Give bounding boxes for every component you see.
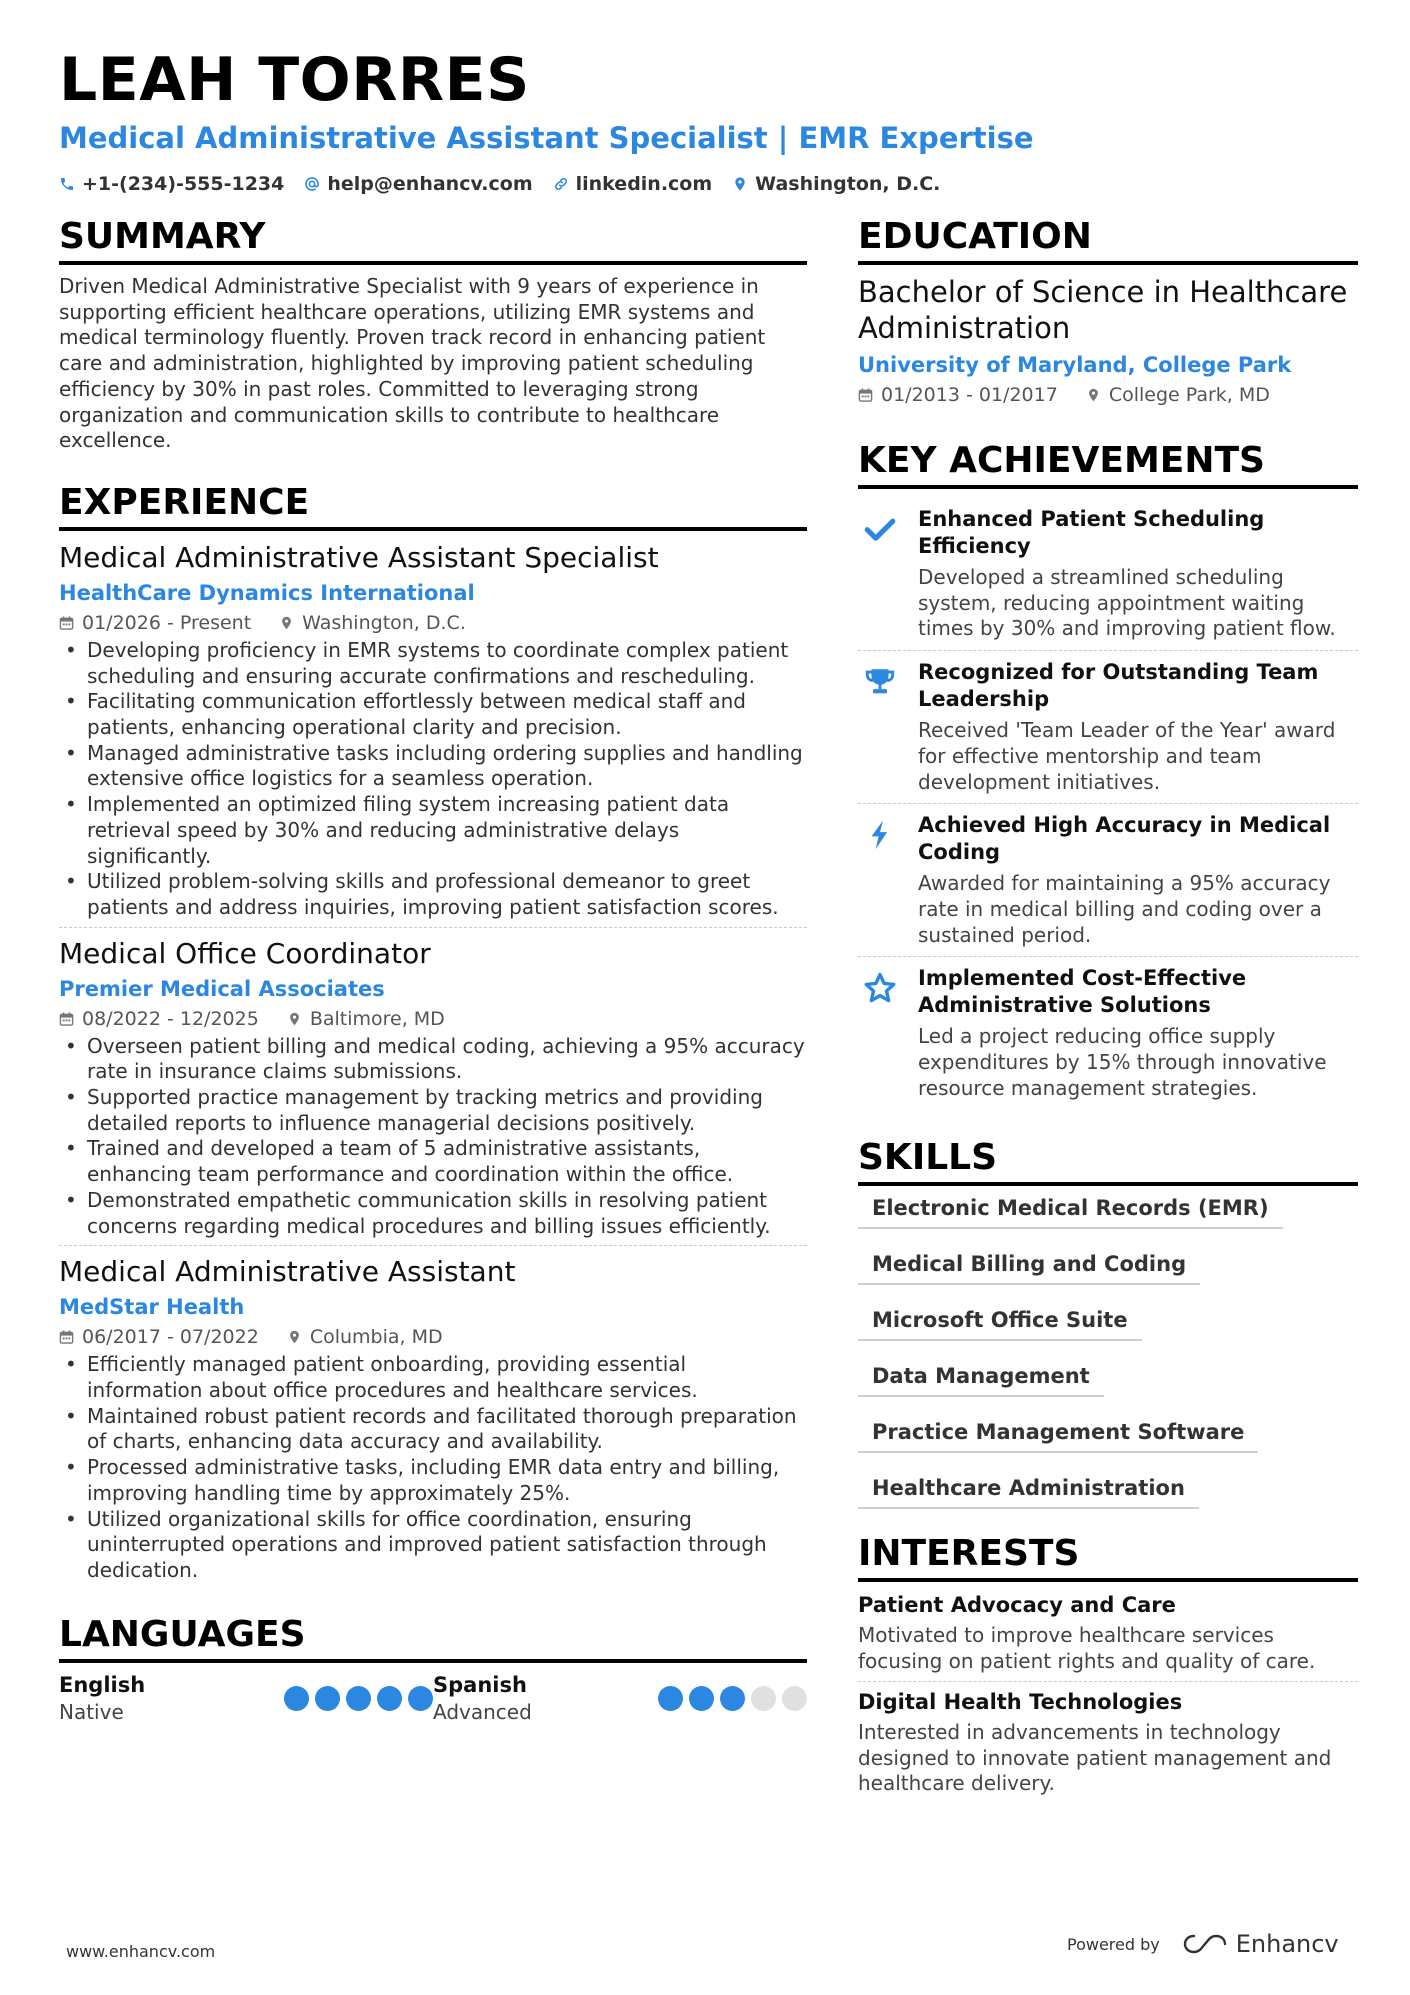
interest-desc: Motivated to improve healthcare services focusing on patient rights and quality of care.	[858, 1623, 1316, 1674]
job-company: Premier Medical Associates	[59, 976, 385, 1001]
enhancv-logo[interactable]	[1182, 1930, 1339, 1958]
achievement-body	[918, 659, 1358, 795]
job-entry	[59, 936, 807, 1247]
achievement-desc: Developed a streamlined scheduling system, reducing appointment waiting times by 30% and improving patient flow.	[918, 565, 1336, 641]
education-location	[1086, 382, 1270, 408]
contact-phone[interactable]	[59, 173, 284, 195]
education-section	[858, 214, 1358, 408]
language-item	[59, 1672, 433, 1726]
language-rating	[658, 1686, 807, 1711]
languages-section	[59, 1612, 807, 1726]
achievement-icon-wrap	[858, 965, 902, 1101]
summary-text: Driven Medical Administrative Specialist with 9 years of experience in supporting efficient healthcare operations, utilizing EMR systems and medical terminology fluently. Proven track record in enhancing patient care and administration, highlighted by improving patient scheduling efficiency by 30% in past roles. Committed to leveraging strong organization and communication skills to contribute to healthcare excellence.	[59, 274, 766, 453]
achievement-item	[858, 804, 1358, 957]
resume-header	[59, 44, 1359, 195]
achievement-title: Achieved High Accuracy in Medical Coding	[918, 813, 1331, 864]
education-meta	[858, 382, 1358, 408]
language-level: Native	[59, 1699, 124, 1724]
trophy-icon	[863, 665, 897, 699]
job-bullet: • Facilitating communication effortlessly between medical staff and patients, enhancing operational clarity and precision.	[59, 689, 807, 740]
contact-email[interactable]	[304, 173, 532, 195]
achievement-desc: Led a project reducing office supply expenditures by 15% through innovative resource management strategies.	[918, 1024, 1327, 1100]
skill-tag: Microsoft Office Suite	[858, 1307, 1142, 1341]
job-meta	[59, 1006, 807, 1032]
job-dates-text: 06/2017 - 07/2022	[82, 1326, 259, 1349]
job-bullet: • Developing proficiency in EMR systems to coordinate complex patient scheduling and ensuring accurate confirmations and rescheduling.	[59, 638, 807, 689]
job-bullets	[59, 1034, 807, 1240]
rating-dot-filled	[284, 1686, 309, 1711]
achievement-icon-wrap	[858, 812, 902, 948]
rating-dot-filled	[689, 1686, 714, 1711]
job-dates-text: 01/2026 - Present	[82, 611, 252, 634]
job-dates	[59, 1006, 259, 1032]
job-bullets	[59, 638, 807, 921]
calendar-icon	[858, 387, 873, 403]
job-bullet: • Maintained robust patient records and facilitated thorough preparation of charts, enhancing data accuracy and availability.	[59, 1404, 807, 1455]
checkmark-icon	[863, 512, 897, 546]
interest-title: Digital Health Technologies	[858, 1689, 1183, 1714]
job-dates	[59, 610, 251, 636]
achievement-body	[918, 965, 1358, 1101]
contact-location-text: Washington, D.C.	[755, 173, 941, 195]
job-title: Medical Office Coordinator	[59, 936, 431, 970]
skill-tag: Practice Management Software	[858, 1419, 1258, 1453]
phone-icon	[59, 176, 75, 192]
job-meta	[59, 610, 807, 636]
footer-website[interactable]: www.enhancv.com	[66, 1942, 216, 1961]
enhancv-brand-text: Enhancv	[1235, 1930, 1339, 1958]
interests-title: INTERESTS	[858, 1531, 1358, 1582]
achievements-title: KEY ACHIEVEMENTS	[858, 438, 1358, 489]
right-column	[858, 214, 1358, 1809]
calendar-icon	[59, 1011, 74, 1027]
interest-desc: Interested in advancements in technology designed to innovate patient management and healthcare delivery.	[858, 1719, 1332, 1796]
summary-title: SUMMARY	[59, 214, 807, 265]
location-icon	[287, 1011, 302, 1027]
rating-dot-filled	[720, 1686, 745, 1711]
job-bullet: • Overseen patient billing and medical coding, achieving a 95% accuracy rate in insurance claims submissions.	[59, 1034, 807, 1085]
skill-tag: Electronic Medical Records (EMR)	[858, 1195, 1283, 1229]
link-icon	[553, 176, 569, 192]
job-company: MedStar Health	[59, 1295, 245, 1320]
achievement-title: Implemented Cost-Effective Administrative Solutions	[918, 966, 1247, 1017]
location-icon	[1086, 387, 1101, 403]
job-bullet: • Utilized problem-solving skills and professional demeanor to greet patients and address inquiries, improving patient satisfaction scores.	[59, 869, 807, 920]
enhancv-logo-icon	[1182, 1932, 1228, 1956]
location-icon	[287, 1329, 302, 1345]
job-bullet: • Utilized organizational skills for office coordination, ensuring uninterrupted operations and improved patient satisfaction through dedication.	[59, 1507, 807, 1584]
candidate-role: Medical Administrative Assistant Specialist | EMR Expertise	[59, 121, 1034, 155]
rating-dot-empty	[782, 1686, 807, 1711]
achievement-icon-wrap	[858, 506, 902, 642]
language-list	[59, 1672, 807, 1726]
contact-email-text: help@enhancv.com	[327, 173, 533, 195]
achievement-title: Recognized for Outstanding Team Leadership	[918, 660, 1319, 711]
rating-dot-filled	[377, 1686, 402, 1711]
job-bullet: • Demonstrated empathetic communication skills in resolving patient concerns regarding medical procedures and billing issues efficiently.	[59, 1188, 807, 1239]
skills-title: SKILLS	[858, 1135, 1358, 1186]
language-text	[433, 1672, 532, 1726]
job-bullet: • Supported practice management by tracking metrics and providing detailed reports to influence managerial decisions positively.	[59, 1085, 807, 1136]
achievement-icon-wrap	[858, 659, 902, 795]
interests-section	[858, 1531, 1358, 1803]
experience-title: EXPERIENCE	[59, 480, 807, 531]
language-level: Advanced	[433, 1699, 532, 1724]
job-bullet: • Trained and developed a team of 5 administrative assistants, enhancing team performance and coordination within the office.	[59, 1136, 807, 1187]
skill-tag: Medical Billing and Coding	[858, 1251, 1200, 1285]
rating-dot-filled	[346, 1686, 371, 1711]
contact-list	[59, 173, 1359, 195]
achievement-desc: Received 'Team Leader of the Year' award for effective mentorship and team development initiatives.	[918, 718, 1336, 794]
language-name: Spanish	[433, 1672, 527, 1697]
education-location-text: College Park, MD	[1108, 384, 1270, 406]
job-location-text: Washington, D.C.	[302, 611, 466, 634]
contact-linkedin-text: linkedin.com	[575, 173, 713, 195]
job-bullet: • Managed administrative tasks including ordering supplies and handling extensive office logistics for a seamless operation.	[59, 741, 807, 792]
language-name: English	[59, 1672, 146, 1697]
job-company: HealthCare Dynamics International	[59, 580, 475, 605]
education-title: EDUCATION	[858, 214, 1358, 265]
experience-section	[59, 480, 807, 1590]
job-bullets	[59, 1352, 807, 1583]
calendar-icon	[59, 615, 74, 631]
achievements-section	[858, 438, 1358, 1109]
job-bullet: • Efficiently managed patient onboarding, providing essential information about office procedures and healthcare services.	[59, 1352, 807, 1403]
job-location	[279, 610, 466, 636]
achievement-item	[858, 498, 1358, 651]
contact-linkedin[interactable]	[553, 173, 713, 195]
at-icon	[304, 176, 320, 192]
powered-by-label: Powered by	[1067, 1934, 1160, 1954]
education-degree: Bachelor of Science in Healthcare Administration	[858, 275, 1348, 345]
achievement-body	[918, 506, 1358, 642]
job-location	[287, 1324, 443, 1350]
job-location-text: Columbia, MD	[309, 1326, 443, 1349]
interest-item	[858, 1688, 1358, 1803]
rating-dot-empty	[751, 1686, 776, 1711]
candidate-name: LEAH TORRES	[59, 45, 530, 115]
job-location-text: Baltimore, MD	[309, 1007, 445, 1030]
summary-section	[59, 214, 807, 454]
job-bullet: • Implemented an optimized filing system increasing patient data retrieval speed by 30% and reducing administrative delays significantly.	[59, 792, 807, 869]
rating-dot-filled	[658, 1686, 683, 1711]
skill-list	[858, 1195, 1358, 1509]
job-title: Medical Administrative Assistant	[59, 1255, 516, 1289]
rating-dot-filled	[315, 1686, 340, 1711]
star-icon	[863, 971, 897, 1005]
job-location	[287, 1006, 445, 1032]
achievement-body	[918, 812, 1358, 948]
location-icon	[732, 176, 748, 192]
language-rating	[284, 1686, 433, 1711]
skill-tag: Data Management	[858, 1363, 1104, 1397]
job-title: Medical Administrative Assistant Specialist	[59, 540, 659, 574]
education-school: University of Maryland, College Park	[858, 353, 1292, 377]
job-bullet: • Processed administrative tasks, including EMR data entry and billing, improving handling time by approximately 25%.	[59, 1455, 807, 1506]
left-column	[59, 214, 807, 1726]
interest-title: Patient Advocacy and Care	[858, 1593, 1176, 1618]
languages-title: LANGUAGES	[59, 1612, 807, 1663]
interest-item	[858, 1591, 1358, 1681]
calendar-icon	[59, 1329, 74, 1345]
job-dates-text: 08/2022 - 12/2025	[82, 1007, 259, 1030]
achievement-title: Enhanced Patient Scheduling Efficiency	[918, 507, 1265, 558]
achievement-item	[858, 957, 1358, 1109]
language-item	[433, 1672, 807, 1726]
job-meta	[59, 1324, 807, 1350]
rating-dot-filled	[408, 1686, 433, 1711]
language-text	[59, 1672, 145, 1726]
achievement-desc: Awarded for maintaining a 95% accuracy rate in medical billing and coding over a sustained period.	[918, 871, 1331, 947]
skills-section	[858, 1135, 1358, 1509]
job-entry	[59, 1254, 807, 1589]
footer-branding	[1067, 1930, 1339, 1958]
job-entry	[59, 540, 807, 928]
location-icon	[279, 615, 294, 631]
education-dates-text: 01/2013 - 01/2017	[881, 384, 1058, 406]
education-dates	[858, 382, 1058, 408]
job-dates	[59, 1324, 259, 1350]
skill-tag: Healthcare Administration	[858, 1475, 1199, 1509]
achievement-item	[858, 651, 1358, 804]
contact-phone-text: +1-(234)-555-1234	[82, 173, 285, 195]
lightning-icon	[863, 818, 897, 852]
contact-location	[732, 173, 940, 195]
